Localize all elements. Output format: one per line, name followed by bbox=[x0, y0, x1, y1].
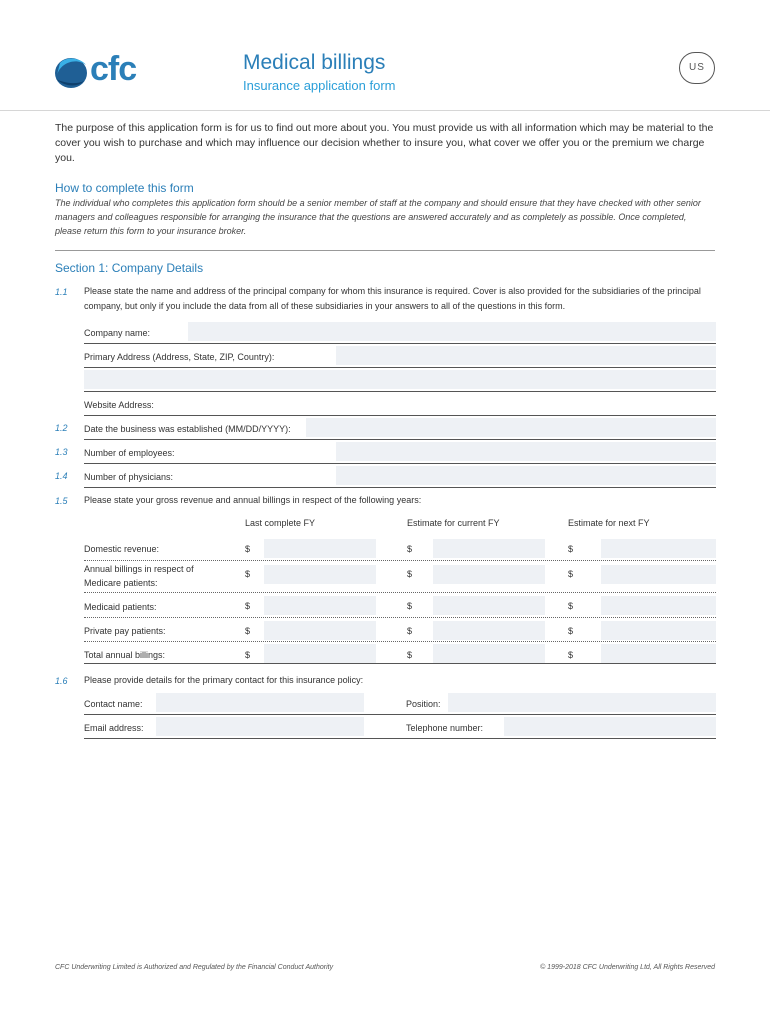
private-pay-current-fy-field[interactable] bbox=[433, 621, 545, 640]
question-number: 1.1 bbox=[55, 287, 68, 297]
question-number: 1.2 bbox=[55, 423, 68, 433]
section-divider bbox=[55, 250, 715, 251]
question-1-1-text: Please state the name and address of the principal company for whom this insurance is required. Cover is also provided for the subsidiaries of the principal company, but only if you include the data from all of these subsidiaries in your answers to all of the questions in this form. bbox=[84, 286, 701, 311]
company-name-field[interactable] bbox=[188, 322, 716, 341]
medicare-last-fy-field[interactable] bbox=[264, 565, 376, 584]
question-1-6-text: Please provide details for the primary contact for this insurance policy: bbox=[84, 675, 364, 685]
currency-symbol: $ bbox=[407, 650, 413, 660]
billing-row-label: Private pay patients: bbox=[84, 626, 166, 636]
currency-symbol: $ bbox=[407, 544, 413, 554]
company-name-label: Company name: bbox=[84, 328, 151, 338]
email-label: Email address: bbox=[84, 723, 144, 733]
contact-row-2 bbox=[84, 717, 716, 739]
contact-name-label: Contact name: bbox=[84, 699, 143, 709]
table-row bbox=[84, 642, 716, 664]
column-header-next-fy: Estimate for next FY bbox=[568, 518, 650, 528]
section-1-heading: Section 1: Company Details bbox=[55, 261, 204, 275]
medicare-current-fy-field[interactable] bbox=[433, 565, 545, 584]
domestic-current-fy-field[interactable] bbox=[433, 539, 545, 558]
physicians-row bbox=[84, 466, 716, 488]
primary-address-field[interactable] bbox=[336, 346, 716, 365]
billing-row-label: Annual billings in respect of Medicare patients: bbox=[84, 564, 194, 588]
currency-symbol: $ bbox=[568, 626, 574, 636]
employees-row bbox=[84, 442, 716, 464]
question-number: 1.6 bbox=[55, 676, 68, 686]
domestic-next-fy-field[interactable] bbox=[601, 539, 716, 558]
currency-symbol: $ bbox=[245, 569, 251, 579]
primary-address-field-2[interactable] bbox=[84, 370, 716, 389]
currency-symbol: $ bbox=[245, 650, 251, 660]
currency-symbol: $ bbox=[245, 544, 251, 554]
medicaid-last-fy-field[interactable] bbox=[264, 596, 376, 615]
logo-wordmark: cfc bbox=[90, 50, 137, 88]
footer-regulatory-text: CFC Underwriting Limited is Authorized and Regulated by the Financial Conduct Authority bbox=[55, 964, 334, 971]
physicians-label: Number of physicians: bbox=[84, 472, 174, 482]
primary-address-row-2 bbox=[84, 370, 716, 392]
currency-symbol: $ bbox=[245, 601, 251, 611]
currency-symbol: $ bbox=[568, 544, 574, 554]
currency-symbol: $ bbox=[245, 626, 251, 636]
physicians-field[interactable] bbox=[336, 466, 716, 485]
column-header-last-fy: Last complete FY bbox=[245, 518, 316, 528]
contact-row bbox=[84, 693, 716, 715]
howto-heading: How to complete this form bbox=[55, 181, 194, 195]
table-row bbox=[84, 561, 716, 593]
website-row bbox=[84, 394, 716, 416]
table-row bbox=[84, 593, 716, 618]
currency-symbol: $ bbox=[407, 569, 413, 579]
currency-symbol: $ bbox=[568, 650, 574, 660]
email-field[interactable] bbox=[156, 717, 364, 736]
currency-symbol: $ bbox=[407, 626, 413, 636]
private-pay-last-fy-field[interactable] bbox=[264, 621, 376, 640]
intro-paragraph: The purpose of this application form is for us to find out more about you. You must provide us with all information which may be material to the cover you wish to purchase and which may influence our decision whether to insure you, what cover we offer you or the premium we charge you. bbox=[55, 122, 714, 164]
table-row bbox=[84, 538, 716, 561]
cfc-logo bbox=[54, 50, 149, 91]
domestic-last-fy-field[interactable] bbox=[264, 539, 376, 558]
position-label: Position: bbox=[406, 699, 441, 709]
region-badge: US bbox=[679, 52, 715, 84]
currency-symbol: $ bbox=[568, 601, 574, 611]
medicaid-current-fy-field[interactable] bbox=[433, 596, 545, 615]
question-number: 1.3 bbox=[55, 447, 68, 457]
currency-symbol: $ bbox=[568, 569, 574, 579]
billing-row-label: Total annual billings: bbox=[84, 650, 166, 660]
website-label: Website Address: bbox=[84, 400, 154, 410]
medicare-next-fy-field[interactable] bbox=[601, 565, 716, 584]
company-name-row bbox=[84, 322, 716, 344]
howto-paragraph: The individual who completes this application form should be a senior member of staff at the company and should ensure that they have checked with other senior managers and colleagues responsible for arranging the insurance that the questions are answered accurately and as completely as possible. Once completed, please return this form to your insurance broker. bbox=[55, 198, 701, 236]
private-pay-next-fy-field[interactable] bbox=[601, 621, 716, 640]
medicaid-next-fy-field[interactable] bbox=[601, 596, 716, 615]
contact-name-field[interactable] bbox=[156, 693, 364, 712]
billing-row-label: Domestic revenue: bbox=[84, 544, 160, 554]
billing-row-label: Medicaid patients: bbox=[84, 602, 157, 612]
primary-address-row bbox=[84, 346, 716, 368]
column-header-current-fy: Estimate for current FY bbox=[407, 518, 500, 528]
page-title: Medical billings bbox=[243, 51, 386, 74]
currency-symbol: $ bbox=[407, 601, 413, 611]
employees-field[interactable] bbox=[336, 442, 716, 461]
telephone-field[interactable] bbox=[504, 717, 716, 736]
page-subtitle: Insurance application form bbox=[243, 78, 396, 93]
page-header bbox=[0, 0, 770, 111]
employees-label: Number of employees: bbox=[84, 448, 175, 458]
footer-copyright-text: © 1999-2018 CFC Underwriting Ltd, All Rights Reserved bbox=[540, 964, 715, 971]
primary-address-label: Primary Address (Address, State, ZIP, Country): bbox=[84, 352, 275, 362]
established-date-label: Date the business was established (MM/DD/YYYY): bbox=[84, 424, 291, 434]
total-current-fy-field[interactable] bbox=[433, 644, 545, 663]
total-last-fy-field[interactable] bbox=[264, 644, 376, 663]
question-number: 1.5 bbox=[55, 496, 68, 506]
cfc-logo-mark-icon bbox=[54, 55, 88, 91]
total-next-fy-field[interactable] bbox=[601, 644, 716, 663]
telephone-label: Telephone number: bbox=[406, 723, 484, 733]
position-field[interactable] bbox=[448, 693, 716, 712]
question-number: 1.4 bbox=[55, 471, 68, 481]
established-date-field[interactable] bbox=[306, 418, 716, 437]
question-1-5-text: Please state your gross revenue and annual billings in respect of the following years: bbox=[84, 495, 422, 505]
table-row bbox=[84, 618, 716, 642]
established-date-row bbox=[84, 418, 716, 440]
